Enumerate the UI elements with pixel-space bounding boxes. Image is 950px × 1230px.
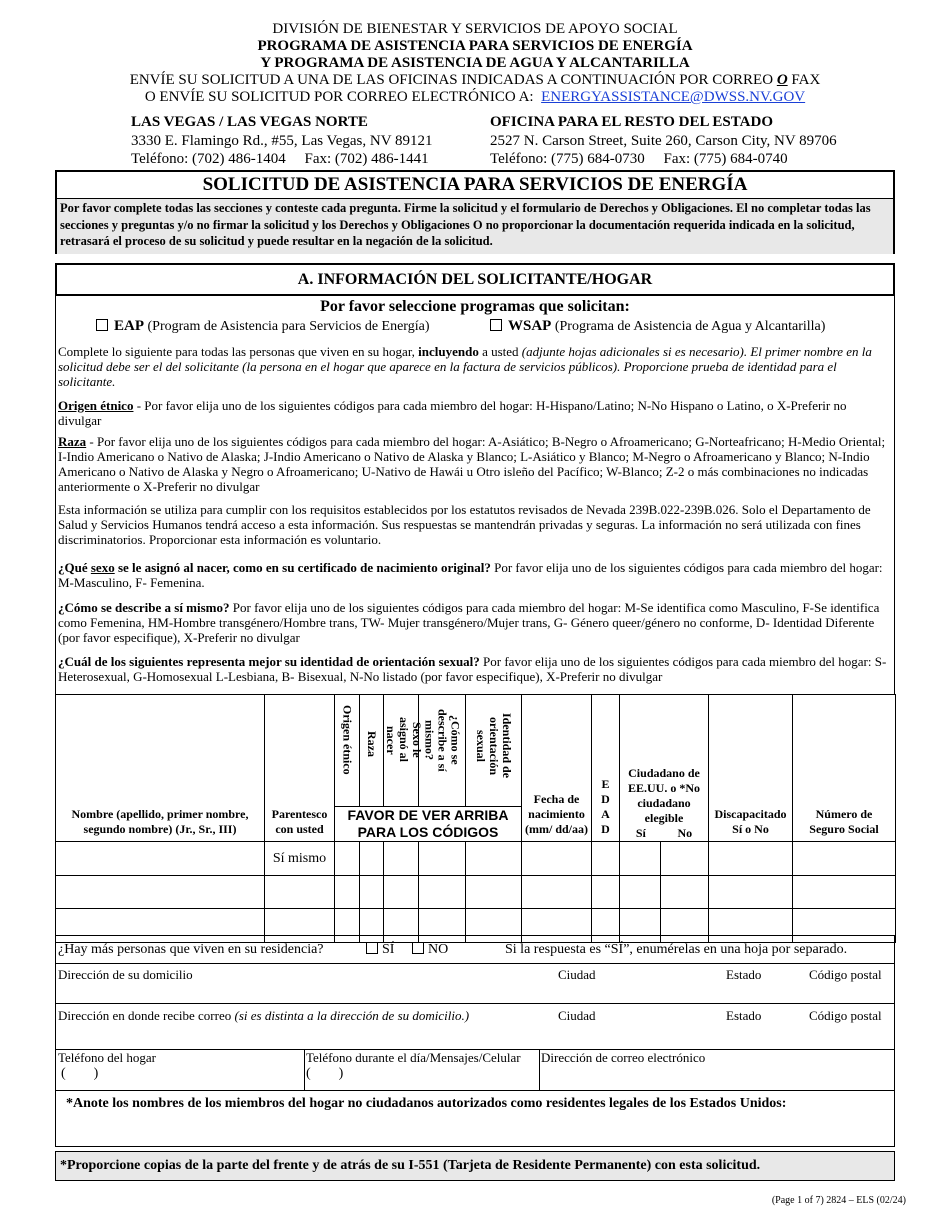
col-header-citizen: Ciudadano de EE.UU. o *No ciudadano elegible Sí No (620, 695, 709, 842)
home-address-field[interactable]: Dirección de su domicilio Ciudad Estado Código postal (55, 963, 895, 1004)
col-header-describe: ¿Cómo se describe a sí mismo? (419, 695, 466, 807)
household-table (55, 694, 896, 943)
program-eap[interactable]: EAP (Program de Asistencia para Servicios de Energía) (96, 319, 429, 334)
relation-self: Sí mismo (265, 842, 335, 876)
col-header-origen: Origen étnico (335, 695, 360, 807)
col-header-dob: Fecha de nacimiento (mm/ dd/aa) (522, 695, 592, 842)
col-header-disabled: Discapacitado Sí o No (709, 695, 793, 842)
form-title: SOLICITUD DE ASISTENCIA PARA SERVICIOS DE ENERGÍA (57, 172, 893, 199)
sexo-codes: ¿Qué sexo se le asignó al nacer, como en su certificado de nacimiento original? Por favor elija uno de los siguientes códigos para cada miembro del hogar: M-Masculino, F- Femenina. (58, 560, 883, 590)
more-people-question: ¿Hay más personas que viven en su residencia? (58, 942, 324, 957)
home-phone-field[interactable]: Teléfono del hogar ( ) (56, 1050, 305, 1090)
office-rest-of-state: OFICINA PARA EL RESTO DEL ESTADO 2527 N. Carson Street, Suite 260, Carson City, NV 89706 Teléfono: (775) 684-0730 Fax: (775) 684-0740 (490, 114, 837, 167)
noncitizen-members-field[interactable]: *Anote los nombres de los miembros del hogar no ciudadanos autorizados como residentes legales de los Estados Unidos: (55, 1090, 895, 1147)
col-header-relation: Parentesco con usted (265, 695, 335, 842)
division-name: DIVISIÓN DE BIENESTAR Y SERVICIOS DE APOYO SOCIAL (272, 21, 678, 37)
program-name-2: Y PROGRAMA DE ASISTENCIA DE AGUA Y ALCANTARILLA (260, 55, 690, 71)
submit-instructions: ENVÍE SU SOLICITUD A UNA DE LAS OFICINAS INDICADAS A CONTINUACIÓN POR CORREO O FAX (129, 72, 821, 88)
wsap-checkbox[interactable] (490, 319, 502, 331)
day-phone-field[interactable]: Teléfono durante el día/Mensajes/Celular ( ) (304, 1050, 540, 1090)
table-row[interactable] (56, 842, 896, 876)
no-checkbox[interactable] (412, 942, 424, 954)
col-header-sexo: Sexo le asignó al nacer (384, 695, 419, 807)
form-title-box (55, 170, 895, 254)
orientation-codes: ¿Cuál de los siguientes representa mejor su identidad de orientación sexual? Por favor elija uno de los siguientes códigos para cada miembro del hogar: S-Heterosexual, G-Homosexual L-Lesbiana, B- Bisexual, N-No listado (por favor especifique), X-Preferir no divulgar (58, 654, 887, 684)
office-las-vegas: LAS VEGAS / LAS VEGAS NORTE 3330 E. Flamingo Rd., #55, Las Vegas, NV 89121 Teléfono: (702) 486-1404 Fax: (702) 486-1441 (131, 114, 433, 167)
more-people-note: Si la respuesta es “SÍ”, enumérelas en una hoja por separado. (505, 942, 848, 957)
describe-codes: ¿Cómo se describe a sí mismo? Por favor elija uno de los siguientes códigos para cada miembro del hogar: M-Se identifica como Masculino, F-Se identifica como Femenina, HM-Hombre transgénero/Hombre trans, TW- Mujer transgénero/Mujer trans, G- Género queer/género no conforme, D- Identidad Diferente (por favor especifique), X-Preferir no divulgar (58, 600, 880, 645)
raza-codes: Raza - Por favor elija uno de los siguientes códigos para cada miembro del hogar: A-Asiático; B-Negro o Afroamericano; G-Norteafricano; H-Medio Oriental; I-Indio Americano o Nativo de Alaska; J-Indio Americano o Nativo de Alaska y Blanco; L-Asiático y Blanco; M-Negro o Afroamericano y Blanco; N-Indio Americano o Nativo de Alaska y Negro o Afroamericano; U-Nativo de Hawái u Otro isleño del Pacífico; W-Blanco; Z-2 o más combinaciones no indicadas anteriormente o X-Preferir no divulgar (58, 434, 886, 494)
section-a-body (55, 296, 895, 694)
see-codes-note: FAVOR DE VER ARRIBA PARA LOS CÓDIGOS (335, 807, 522, 842)
section-a-title: A. INFORMACIÓN DEL SOLICITANTE/HOGAR (55, 263, 895, 296)
more-people-no[interactable]: NO (412, 936, 448, 964)
program-name-1: PROGRAMA DE ASISTENCIA PARA SERVICIOS DE ENERGÍA (257, 38, 693, 54)
page-footer: (Page 1 of 7) 2824 – ELS (02/24) (771, 1195, 906, 1206)
agency-header (0, 21, 950, 106)
email-field[interactable]: Dirección de correo electrónico (541, 1050, 706, 1065)
programs-prompt: Por favor seleccione programas que solicitan: (320, 298, 630, 315)
email-link[interactable]: ENERGYASSISTANCE@DWSS.NV.GOV (541, 89, 806, 105)
col-header-age: E D A D (592, 695, 620, 842)
col-header-orientation: Identidad de orientación sexual (466, 695, 522, 807)
table-row[interactable] (56, 876, 896, 909)
col-header-ssn: Número de Seguro Social (793, 695, 896, 842)
more-people-row (55, 935, 895, 964)
more-people-yes[interactable]: SÍ (366, 936, 394, 964)
col-header-name: Nombre (apellido, primer nombre, segundo nombre) (Jr., Sr., III) (56, 695, 265, 842)
yes-checkbox[interactable] (366, 942, 378, 954)
program-wsap[interactable]: WSAP (Programa de Asistencia de Agua y Alcantarilla) (490, 319, 825, 334)
phone-row (55, 1049, 895, 1091)
col-header-raza: Raza (360, 695, 384, 807)
email-instructions: O ENVÍE SU SOLICITUD POR CORREO ELECTRÓNICO A: ENERGYASSISTANCE@DWSS.NV.GOV (144, 89, 806, 105)
i551-note: *Proporcione copias de la parte del frente y de atrás de su I-551 (Tarjeta de Residente Permanente) con esta solicitud. (55, 1151, 895, 1181)
form-instructions: Por favor complete todas las secciones y conteste cada pregunta. Firme la solicitud y el formulario de Derechos y Obligaciones. El no completar todas las secciones y preguntas y/o no firmar la solicitud y los Derechos y Obligaciones O no proporcionar la documentación requerida indicada en la solicitud, retrasará el proceso de su solicitud y puede resultar en la negación de la solicitud. (57, 199, 893, 254)
legal-notice: Esta información se utiliza para cumplir con los requisitos establecidos por los estatutos revisados de Nevada 239B.022-239B.026. Solo el Departamento de Salud y Servicios Humanos tendrá acceso a esta información. Sus respuestas se mantendrán privadas y seguras. La información no será utilizada con fines discriminatorios. Proporcionar esta información es voluntario. (58, 502, 871, 547)
mailing-address-field[interactable]: Dirección en donde recibe correo (si es distinta a la dirección de su domicilio.) Ciudad Estado Código postal (55, 1003, 895, 1050)
origen-codes: Origen étnico - Por favor elija uno de los siguientes códigos para cada miembro del hogar: H-Hispano/Latino; N-No Hispano o Latino, o X-Preferir no divulgar (58, 398, 847, 428)
household-instructions: Complete lo siguiente para todas las personas que viven en su hogar, incluyendo a usted (adjunte hojas adicionales si es necesario). El primer nombre en la solicitud debe ser el del solicitante (la persona en el hogar que aparece en la factura de servicios públicos). Proporcione prueba de identidad para el solicitante. (58, 344, 872, 389)
eap-checkbox[interactable] (96, 319, 108, 331)
